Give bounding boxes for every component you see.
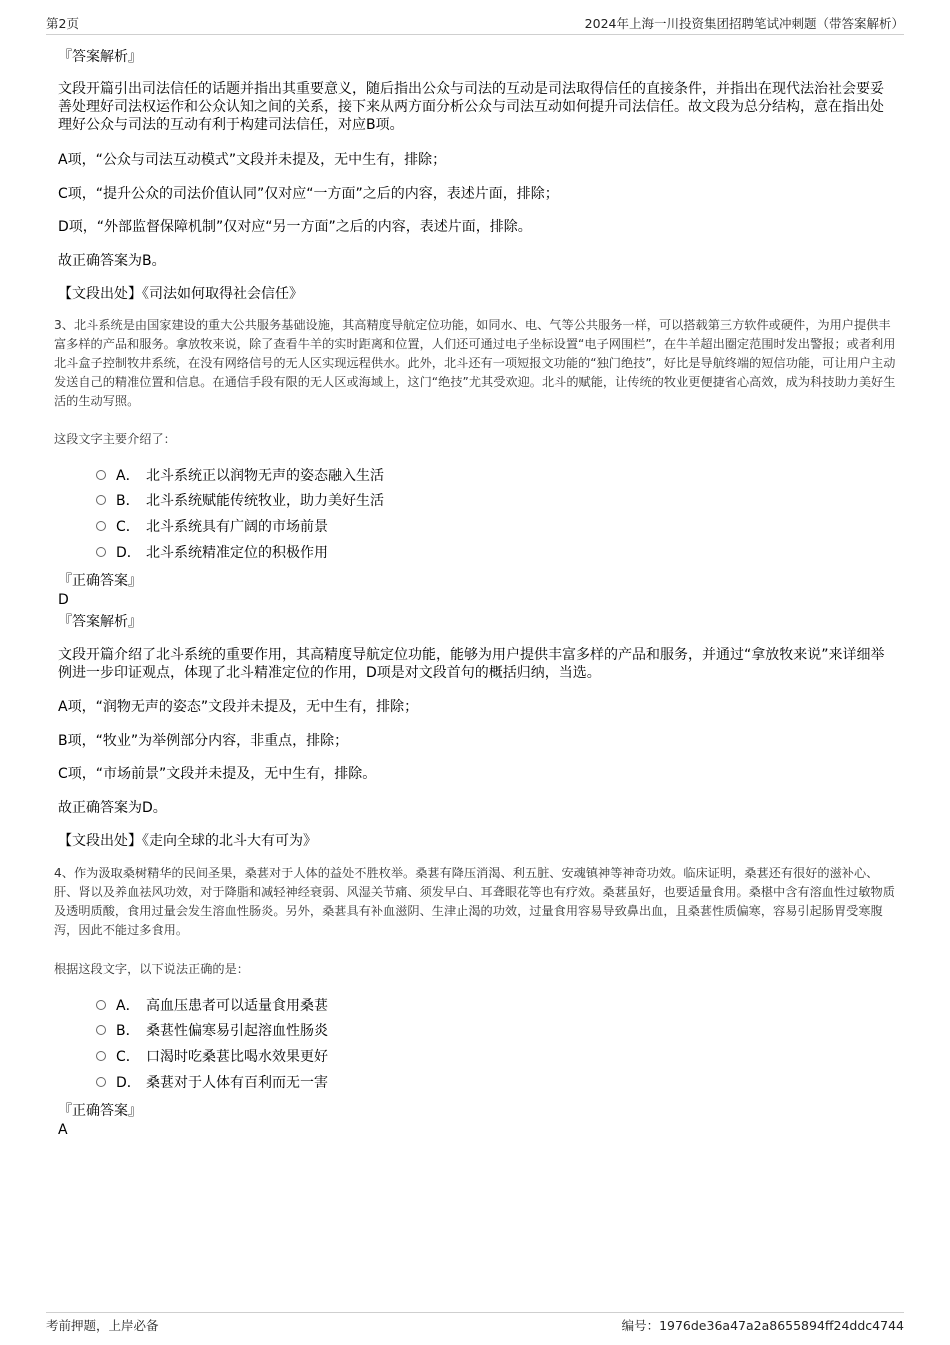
option-letter: D．	[116, 545, 141, 561]
q3-answer: D	[58, 592, 69, 608]
q3-analysis: 文段开篇介绍了北斗系统的重要作用，其高精度导航定位功能，能够为用户提供丰富多样的产品和服务，并通过“拿放牧来说”来详细举例进一步印证观点，体现了北斗精准定位的作用，D项是对文段首句的概括归纳，当选。	[58, 647, 885, 681]
radio-icon[interactable]	[96, 1051, 106, 1061]
q4-option-c[interactable]	[96, 1047, 328, 1067]
q3-option-d[interactable]	[96, 543, 328, 563]
q2-note-a: A项，“公众与司法互动模式”文段并未提及，无中生有，排除；	[58, 152, 447, 168]
document-title: 2024年上海一川投资集团招聘笔试冲刺题（带答案解析）	[584, 16, 904, 31]
option-letter: A．	[116, 998, 140, 1014]
q4-answer-label: 『正确答案』	[58, 1103, 142, 1119]
q3-note-b: B项，“牧业”为举例部分内容，非重点，排除；	[58, 733, 349, 749]
radio-icon[interactable]	[96, 495, 106, 505]
option-text: 口渴时吃桑葚比喝水效果更好	[146, 1049, 328, 1065]
q3-note-c: C项，“市场前景”文段并未提及，无中生有，排除。	[58, 766, 377, 782]
radio-icon[interactable]	[96, 547, 106, 557]
option-letter: B．	[116, 1023, 140, 1039]
q4-option-b[interactable]	[96, 1021, 328, 1041]
radio-icon[interactable]	[96, 1025, 106, 1035]
q4-option-a[interactable]	[96, 996, 328, 1016]
q2-note-c: C项，“提升公众的司法价值认同”仅对应“一方面”之后的内容，表述片面，排除；	[58, 186, 559, 202]
q4-option-d[interactable]	[96, 1073, 328, 1093]
option-text: 北斗系统赋能传统牧业，助力美好生活	[146, 493, 384, 509]
radio-icon[interactable]	[96, 470, 106, 480]
q2-analysis: 文段开篇引出司法信任的话题并指出其重要意义，随后指出公众与司法的互动是司法取得信任的直接条件，并指出在现代法治社会要妥善处理好司法权运作和公众认知之间的关系，接下来从两方面分析公众与司法互动如何提升司法信任。故文段为总分结构，意在指出处理好公众与司法的互动有利于构建司法信任，对应B项。	[58, 81, 884, 133]
option-letter: B．	[116, 493, 140, 509]
q3-question: 这段文字主要介绍了：	[54, 432, 176, 446]
option-text: 桑葚性偏寒易引起溶血性肠炎	[146, 1023, 328, 1039]
q3-analysis-label: 『答案解析』	[58, 614, 142, 630]
option-text: 高血压患者可以适量食用桑葚	[146, 998, 328, 1014]
q3-option-c[interactable]	[96, 517, 328, 537]
q2-source: 【文段出处】《司法如何取得社会信任》	[58, 286, 303, 302]
option-letter: D．	[116, 1075, 141, 1091]
q2-conclusion: 故正确答案为B。	[58, 253, 166, 269]
option-text: 北斗系统精准定位的积极作用	[146, 545, 328, 561]
option-text: 北斗系统正以润物无声的姿态融入生活	[146, 468, 384, 484]
q3-conclusion: 故正确答案为D。	[58, 800, 167, 816]
q2-note-d: D项，“外部监督保障机制”仅对应“另一方面”之后的内容，表述片面，排除。	[58, 219, 532, 235]
radio-icon[interactable]	[96, 1000, 106, 1010]
q3-option-b[interactable]	[96, 491, 384, 511]
q3-answer-label: 『正确答案』	[58, 573, 142, 589]
option-letter: C．	[116, 1049, 140, 1065]
q2-analysis-label: 『答案解析』	[58, 49, 142, 65]
option-letter: A．	[116, 468, 140, 484]
q4-stem: 4、作为汲取桑树精华的民间圣果，桑葚对于人体的益处不胜枚举。桑葚有降压消渴、利五脏、安魂镇神等神奇功效。临床证明，桑葚还有很好的滋补心、肝、肾以及养血祛风功效，对于降脂和减轻神经衰弱、风湿关节痛、须发早白、耳聋眼花等也有疗效。桑葚虽好，也要适量食用。桑椹中含有溶血性过敏物质及透明质酸，食用过量会发生溶血性肠炎。另外，桑葚具有补血滋阴、生津止渴的功效，过量食用容易导致鼻出血，且桑葚性质偏寒，容易引起肠胃受寒腹泻，因此不能过多食用。	[54, 866, 895, 937]
page-footer	[46, 1312, 904, 1338]
document-serial: 编号：1976de36a47a2a8655894ff24ddc4744	[621, 1318, 904, 1333]
option-letter: C．	[116, 519, 140, 535]
q3-source: 【文段出处】《走向全球的北斗大有可为》	[58, 833, 317, 849]
radio-icon[interactable]	[96, 521, 106, 531]
page-header	[46, 14, 904, 35]
option-text: 桑葚对于人体有百利而无一害	[146, 1075, 328, 1091]
radio-icon[interactable]	[96, 1077, 106, 1087]
q4-question: 根据这段文字，以下说法正确的是：	[54, 962, 249, 976]
q3-note-a: A项，“润物无声的姿态”文段并未提及，无中生有，排除；	[58, 699, 419, 715]
option-text: 北斗系统具有广阔的市场前景	[146, 519, 328, 535]
q4-answer: A	[58, 1122, 68, 1138]
q3-option-a[interactable]	[96, 466, 384, 486]
q3-stem: 3、北斗系统是由国家建设的重大公共服务基础设施，其高精度导航定位功能，如同水、电、气等公共服务一样，可以搭载第三方软件或硬件，为用户提供丰富多样的产品和服务。拿放牧来说，除了查看牛羊的实时距离和位置，人们还可通过电子坐标设置“电子网围栏”，在牛羊超出圈定范围时发出警报；或者利用北斗盒子控制牧井系统，在没有网络信号的无人区实现远程供水。此外，北斗还有一项短报文功能的“独门绝技”，好比是导航终端的短信功能，可让用户主动发送自己的精准位置和信息。在通信手段有限的无人区或海域上，这门“绝技”尤其受欢迎。北斗的赋能，让传统的牧业更便捷省心高效，成为科技助力美好生活的生动写照。	[54, 318, 896, 408]
footer-slogan: 考前押题，上岸必备	[46, 1318, 159, 1333]
page-number: 第2页	[46, 16, 79, 31]
